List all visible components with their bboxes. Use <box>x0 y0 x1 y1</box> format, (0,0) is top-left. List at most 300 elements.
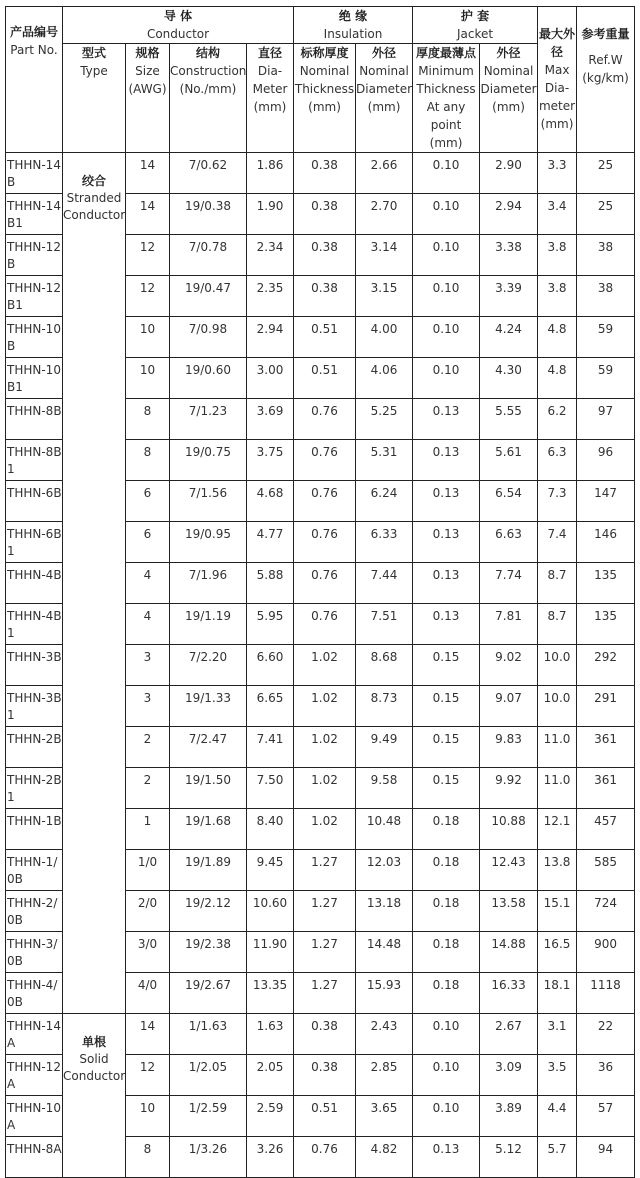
insulation-diameter-cell: 14.48 <box>356 932 413 973</box>
part-number: THHN-8A <box>7 1142 62 1156</box>
size-cell: 6 <box>126 481 170 522</box>
jacket-thickness-cell: 0.13 <box>413 563 480 604</box>
size-cell: 3 <box>126 686 170 727</box>
part-number: THHN-12A <box>7 1060 61 1091</box>
jacket-thickness-cell: 0.10 <box>413 1096 480 1137</box>
diameter-cell: 5.88 <box>247 563 294 604</box>
jacket-diameter-cell: 3.38 <box>480 235 538 276</box>
header-ref-weight-en: Ref.W (kg/km) <box>582 53 629 85</box>
insulation-diameter-cell: 5.31 <box>356 440 413 481</box>
diameter-cell: 2.35 <box>247 276 294 317</box>
header-jacket-min-thickness-cn: 厚度最薄点 <box>416 46 477 60</box>
insulation-diameter-cell: 7.44 <box>356 563 413 604</box>
header-ref-weight-cn: 参考重量 <box>581 27 630 41</box>
jacket-diameter-cell: 2.94 <box>480 194 538 235</box>
insulation-diameter-cell: 2.43 <box>356 1014 413 1055</box>
jacket-thickness-cell: 0.10 <box>413 153 480 194</box>
size-cell: 2 <box>126 727 170 768</box>
part-number: THHN-4B <box>7 568 62 582</box>
header-ref-weight <box>577 7 635 153</box>
max-diameter-cell: 13.8 <box>538 850 577 891</box>
header-jacket-diameter <box>480 44 538 153</box>
header-conductor-en: Conductor <box>146 27 210 41</box>
ref-weight-cell: 59 <box>577 317 635 358</box>
diameter-cell: 1.86 <box>247 153 294 194</box>
jacket-diameter-cell: 9.02 <box>480 645 538 686</box>
insulation-thickness-cell: 1.27 <box>294 850 356 891</box>
diameter-cell: 6.65 <box>247 686 294 727</box>
size-cell: 1/0 <box>126 850 170 891</box>
conductor-type-en: Stranded Conductor <box>63 191 126 222</box>
jacket-thickness-cell: 0.18 <box>413 809 480 850</box>
header-type-en: Type <box>80 64 108 78</box>
jacket-diameter-cell: 16.33 <box>480 973 538 1014</box>
diameter-cell: 9.45 <box>247 850 294 891</box>
max-diameter-cell: 12.1 <box>538 809 577 850</box>
size-cell: 10 <box>126 1096 170 1137</box>
ref-weight-cell: 724 <box>577 891 635 932</box>
part-number-cell <box>6 891 63 932</box>
ref-weight-cell: 96 <box>577 440 635 481</box>
max-diameter-cell: 8.7 <box>538 604 577 645</box>
diameter-cell: 3.69 <box>247 399 294 440</box>
part-number-cell <box>6 1055 63 1096</box>
part-number-cell <box>6 850 63 891</box>
construction-cell: 19/0.75 <box>170 440 247 481</box>
max-diameter-cell: 7.3 <box>538 481 577 522</box>
header-diameter <box>247 44 294 153</box>
insulation-diameter-cell: 3.65 <box>356 1096 413 1137</box>
part-number-cell <box>6 1096 63 1137</box>
jacket-thickness-cell: 0.10 <box>413 235 480 276</box>
header-type-cn: 型式 <box>81 46 106 60</box>
part-number-cell <box>6 440 63 481</box>
part-number-cell <box>6 686 63 727</box>
max-diameter-cell: 5.7 <box>538 1137 577 1178</box>
ref-weight-cell: 25 <box>577 153 635 194</box>
insulation-diameter-cell: 2.66 <box>356 153 413 194</box>
construction-cell: 1/2.05 <box>170 1055 247 1096</box>
header-diameter-cn: 直径 <box>258 46 283 60</box>
jacket-diameter-cell: 7.74 <box>480 563 538 604</box>
size-cell: 4 <box>126 604 170 645</box>
construction-cell: 7/1.56 <box>170 481 247 522</box>
size-cell: 14 <box>126 1014 170 1055</box>
part-number-cell <box>6 1137 63 1178</box>
header-part-no-en: Part No. <box>10 43 58 57</box>
jacket-thickness-cell: 0.15 <box>413 645 480 686</box>
diameter-cell: 3.26 <box>247 1137 294 1178</box>
conductor-type-cn: 绞合 <box>81 174 106 188</box>
part-number: THHN-3B <box>7 650 62 664</box>
max-diameter-cell: 15.1 <box>538 891 577 932</box>
jacket-diameter-cell: 9.83 <box>480 727 538 768</box>
size-cell: 8 <box>126 1137 170 1178</box>
diameter-cell: 3.00 <box>247 358 294 399</box>
insulation-thickness-cell: 0.76 <box>294 1137 356 1178</box>
insulation-diameter-cell: 6.24 <box>356 481 413 522</box>
jacket-diameter-cell: 5.55 <box>480 399 538 440</box>
max-diameter-cell: 3.8 <box>538 276 577 317</box>
jacket-diameter-cell: 6.63 <box>480 522 538 563</box>
ref-weight-cell: 361 <box>577 768 635 809</box>
max-diameter-cell: 10.0 <box>538 686 577 727</box>
construction-cell: 1/2.59 <box>170 1096 247 1137</box>
part-number-cell <box>6 317 63 358</box>
jacket-diameter-cell: 7.81 <box>480 604 538 645</box>
jacket-diameter-cell: 2.90 <box>480 153 538 194</box>
jacket-thickness-cell: 0.13 <box>413 481 480 522</box>
size-cell: 3 <box>126 645 170 686</box>
max-diameter-cell: 4.8 <box>538 358 577 399</box>
header-jacket-min-thickness-en: Minimum Thickness At any point (mm) <box>416 64 476 150</box>
jacket-thickness-cell: 0.15 <box>413 727 480 768</box>
max-diameter-cell: 16.5 <box>538 932 577 973</box>
table-row <box>6 1014 635 1055</box>
max-diameter-cell: 4.4 <box>538 1096 577 1137</box>
jacket-thickness-cell: 0.15 <box>413 686 480 727</box>
construction-cell: 19/1.89 <box>170 850 247 891</box>
ref-weight-cell: 900 <box>577 932 635 973</box>
size-cell: 12 <box>126 235 170 276</box>
header-construction <box>170 44 247 153</box>
header-jacket-min-thickness <box>413 44 480 153</box>
construction-cell: 7/0.78 <box>170 235 247 276</box>
jacket-thickness-cell: 0.18 <box>413 932 480 973</box>
insulation-thickness-cell: 0.51 <box>294 1096 356 1137</box>
header-jacket-diameter-en: Nominal Diameter (mm) <box>480 64 537 114</box>
max-diameter-cell: 10.0 <box>538 645 577 686</box>
ref-weight-cell: 1118 <box>577 973 635 1014</box>
insulation-diameter-cell: 13.18 <box>356 891 413 932</box>
jacket-thickness-cell: 0.10 <box>413 276 480 317</box>
jacket-thickness-cell: 0.13 <box>413 522 480 563</box>
construction-cell: 7/0.98 <box>170 317 247 358</box>
header-insulation-diameter <box>356 44 413 153</box>
header-insulation-thickness <box>294 44 356 153</box>
construction-cell: 7/2.20 <box>170 645 247 686</box>
part-number: THHN-1/0B <box>7 855 58 886</box>
insulation-diameter-cell: 8.73 <box>356 686 413 727</box>
jacket-diameter-cell: 13.58 <box>480 891 538 932</box>
size-cell: 10 <box>126 317 170 358</box>
construction-cell: 7/2.47 <box>170 727 247 768</box>
jacket-thickness-cell: 0.18 <box>413 973 480 1014</box>
conductor-type-cn: 单根 <box>81 1035 106 1049</box>
header-jacket <box>413 7 538 44</box>
size-cell: 8 <box>126 440 170 481</box>
jacket-diameter-cell: 10.88 <box>480 809 538 850</box>
part-number: THHN-2/0B <box>7 896 58 927</box>
insulation-diameter-cell: 7.51 <box>356 604 413 645</box>
insulation-diameter-cell: 12.03 <box>356 850 413 891</box>
construction-cell: 19/0.95 <box>170 522 247 563</box>
part-number: THHN-10B <box>7 322 61 353</box>
jacket-thickness-cell: 0.10 <box>413 1055 480 1096</box>
part-number: THHN-3B1 <box>7 691 62 722</box>
conductor-type-en: Solid Conductor <box>63 1052 126 1083</box>
construction-cell: 19/2.38 <box>170 932 247 973</box>
jacket-thickness-cell: 0.10 <box>413 1014 480 1055</box>
header-construction-en: Construction (No./mm) <box>170 64 247 96</box>
ref-weight-cell: 22 <box>577 1014 635 1055</box>
ref-weight-cell: 94 <box>577 1137 635 1178</box>
insulation-diameter-cell: 9.58 <box>356 768 413 809</box>
spec-table-container <box>5 6 634 1178</box>
max-diameter-cell: 3.5 <box>538 1055 577 1096</box>
jacket-diameter-cell: 6.54 <box>480 481 538 522</box>
insulation-diameter-cell: 6.33 <box>356 522 413 563</box>
part-number: THHN-4/0B <box>7 978 58 1009</box>
part-number: THHN-12B1 <box>7 281 61 312</box>
part-number: THHN-4B1 <box>7 609 62 640</box>
conductor-type-solid <box>63 1014 126 1178</box>
diameter-cell: 7.50 <box>247 768 294 809</box>
jacket-diameter-cell: 14.88 <box>480 932 538 973</box>
header-jacket-diameter-cn: 外径 <box>496 46 521 60</box>
construction-cell: 1/3.26 <box>170 1137 247 1178</box>
construction-cell: 19/1.33 <box>170 686 247 727</box>
part-number: THHN-8B1 <box>7 445 62 476</box>
conductor-type-stranded <box>63 153 126 1014</box>
jacket-thickness-cell: 0.10 <box>413 358 480 399</box>
part-number: THHN-12B <box>7 240 61 271</box>
insulation-thickness-cell: 0.76 <box>294 522 356 563</box>
table-body <box>6 153 635 1178</box>
header-size-cn: 规格 <box>135 46 160 60</box>
diameter-cell: 2.94 <box>247 317 294 358</box>
header-part-no-cn: 产品编号 <box>9 25 58 39</box>
part-number-cell <box>6 932 63 973</box>
size-cell: 8 <box>126 399 170 440</box>
jacket-thickness-cell: 0.13 <box>413 440 480 481</box>
insulation-diameter-cell: 15.93 <box>356 973 413 1014</box>
insulation-diameter-cell: 5.25 <box>356 399 413 440</box>
insulation-thickness-cell: 1.27 <box>294 932 356 973</box>
diameter-cell: 2.59 <box>247 1096 294 1137</box>
ref-weight-cell: 292 <box>577 645 635 686</box>
size-cell: 10 <box>126 358 170 399</box>
table-header <box>6 7 635 153</box>
max-diameter-cell: 7.4 <box>538 522 577 563</box>
jacket-diameter-cell: 12.43 <box>480 850 538 891</box>
construction-cell: 19/0.47 <box>170 276 247 317</box>
part-number: THHN-14B1 <box>7 199 61 230</box>
header-insulation-en: Insulation <box>323 27 383 41</box>
header-jacket-en: Jacket <box>456 27 494 41</box>
max-diameter-cell: 6.2 <box>538 399 577 440</box>
ref-weight-cell: 361 <box>577 727 635 768</box>
thhn-spec-table <box>5 6 635 1178</box>
diameter-cell: 4.68 <box>247 481 294 522</box>
max-diameter-cell: 3.3 <box>538 153 577 194</box>
ref-weight-cell: 146 <box>577 522 635 563</box>
size-cell: 1 <box>126 809 170 850</box>
max-diameter-cell: 6.3 <box>538 440 577 481</box>
jacket-thickness-cell: 0.10 <box>413 317 480 358</box>
header-conductor-cn: 导 体 <box>163 9 193 23</box>
diameter-cell: 8.40 <box>247 809 294 850</box>
ref-weight-cell: 291 <box>577 686 635 727</box>
part-number: THHN-8B <box>7 404 62 418</box>
construction-cell: 19/0.60 <box>170 358 247 399</box>
part-number-cell <box>6 768 63 809</box>
part-number: THHN-10A <box>7 1101 61 1132</box>
construction-cell: 19/1.19 <box>170 604 247 645</box>
max-diameter-cell: 11.0 <box>538 768 577 809</box>
construction-cell: 7/0.62 <box>170 153 247 194</box>
header-insulation-thickness-cn: 标称厚度 <box>300 46 349 60</box>
insulation-diameter-cell: 4.00 <box>356 317 413 358</box>
ref-weight-cell: 97 <box>577 399 635 440</box>
diameter-cell: 6.60 <box>247 645 294 686</box>
insulation-thickness-cell: 1.02 <box>294 686 356 727</box>
diameter-cell: 1.63 <box>247 1014 294 1055</box>
part-number-cell <box>6 399 63 440</box>
ref-weight-cell: 585 <box>577 850 635 891</box>
header-construction-cn: 结构 <box>195 46 220 60</box>
diameter-cell: 3.75 <box>247 440 294 481</box>
insulation-thickness-cell: 0.38 <box>294 194 356 235</box>
header-size-en: Size (AWG) <box>128 64 167 96</box>
max-diameter-cell: 18.1 <box>538 973 577 1014</box>
header-insulation <box>294 7 413 44</box>
size-cell: 4 <box>126 563 170 604</box>
insulation-diameter-cell: 3.15 <box>356 276 413 317</box>
diameter-cell: 11.90 <box>247 932 294 973</box>
header-row-1 <box>6 7 635 44</box>
jacket-thickness-cell: 0.15 <box>413 768 480 809</box>
part-number: THHN-10B1 <box>7 363 61 394</box>
header-insulation-thickness-en: Nominal Thickness (mm) <box>294 64 355 114</box>
ref-weight-cell: 57 <box>577 1096 635 1137</box>
header-diameter-en: Dia-Meter (mm) <box>252 64 288 114</box>
jacket-thickness-cell: 0.18 <box>413 850 480 891</box>
part-number-cell <box>6 645 63 686</box>
diameter-cell: 2.05 <box>247 1055 294 1096</box>
ref-weight-cell: 135 <box>577 563 635 604</box>
diameter-cell: 5.95 <box>247 604 294 645</box>
insulation-diameter-cell: 2.85 <box>356 1055 413 1096</box>
part-number-cell <box>6 235 63 276</box>
jacket-diameter-cell: 3.89 <box>480 1096 538 1137</box>
part-number-cell <box>6 194 63 235</box>
ref-weight-cell: 25 <box>577 194 635 235</box>
part-number: THHN-3/0B <box>7 937 58 968</box>
header-insulation-diameter-cn: 外径 <box>372 46 397 60</box>
max-diameter-cell: 11.0 <box>538 727 577 768</box>
part-number-cell <box>6 522 63 563</box>
ref-weight-cell: 59 <box>577 358 635 399</box>
insulation-thickness-cell: 0.76 <box>294 563 356 604</box>
jacket-diameter-cell: 2.67 <box>480 1014 538 1055</box>
header-insulation-cn: 绝 缘 <box>338 9 368 23</box>
max-diameter-cell: 3.4 <box>538 194 577 235</box>
size-cell: 12 <box>126 276 170 317</box>
insulation-thickness-cell: 1.02 <box>294 809 356 850</box>
jacket-thickness-cell: 0.13 <box>413 604 480 645</box>
insulation-thickness-cell: 1.27 <box>294 891 356 932</box>
part-number-cell <box>6 973 63 1014</box>
part-number: THHN-14B <box>7 158 61 189</box>
insulation-diameter-cell: 8.68 <box>356 645 413 686</box>
jacket-diameter-cell: 4.30 <box>480 358 538 399</box>
insulation-thickness-cell: 1.02 <box>294 727 356 768</box>
size-cell: 14 <box>126 194 170 235</box>
insulation-thickness-cell: 0.76 <box>294 440 356 481</box>
max-diameter-cell: 4.8 <box>538 317 577 358</box>
table-row <box>6 153 635 194</box>
header-insulation-diameter-en: Nominal Diameter (mm) <box>356 64 413 114</box>
jacket-diameter-cell: 5.12 <box>480 1137 538 1178</box>
insulation-thickness-cell: 0.76 <box>294 399 356 440</box>
max-diameter-cell: 3.8 <box>538 235 577 276</box>
size-cell: 4/0 <box>126 973 170 1014</box>
ref-weight-cell: 457 <box>577 809 635 850</box>
size-cell: 14 <box>126 153 170 194</box>
construction-cell: 19/0.38 <box>170 194 247 235</box>
construction-cell: 7/1.23 <box>170 399 247 440</box>
header-max-diameter <box>538 7 577 153</box>
header-conductor <box>63 7 294 44</box>
insulation-thickness-cell: 0.38 <box>294 153 356 194</box>
size-cell: 6 <box>126 522 170 563</box>
header-jacket-cn: 护 套 <box>460 9 490 23</box>
part-number-cell <box>6 809 63 850</box>
jacket-diameter-cell: 5.61 <box>480 440 538 481</box>
insulation-thickness-cell: 1.02 <box>294 645 356 686</box>
jacket-diameter-cell: 9.07 <box>480 686 538 727</box>
jacket-diameter-cell: 3.39 <box>480 276 538 317</box>
jacket-thickness-cell: 0.13 <box>413 399 480 440</box>
header-type <box>63 44 126 153</box>
insulation-diameter-cell: 2.70 <box>356 194 413 235</box>
construction-cell: 19/2.12 <box>170 891 247 932</box>
construction-cell: 19/1.68 <box>170 809 247 850</box>
insulation-thickness-cell: 0.76 <box>294 481 356 522</box>
ref-weight-cell: 36 <box>577 1055 635 1096</box>
jacket-diameter-cell: 9.92 <box>480 768 538 809</box>
insulation-thickness-cell: 0.38 <box>294 235 356 276</box>
part-number-cell <box>6 563 63 604</box>
ref-weight-cell: 147 <box>577 481 635 522</box>
header-max-diameter-cn: 最大外径 <box>539 27 576 59</box>
part-number: THHN-14A <box>7 1019 61 1050</box>
part-number-cell <box>6 358 63 399</box>
part-number-cell <box>6 727 63 768</box>
insulation-thickness-cell: 0.38 <box>294 276 356 317</box>
part-number-cell <box>6 481 63 522</box>
part-number: THHN-2B1 <box>7 773 62 804</box>
header-size <box>126 44 170 153</box>
construction-cell: 1/1.63 <box>170 1014 247 1055</box>
ref-weight-cell: 38 <box>577 276 635 317</box>
diameter-cell: 2.34 <box>247 235 294 276</box>
construction-cell: 7/1.96 <box>170 563 247 604</box>
jacket-diameter-cell: 4.24 <box>480 317 538 358</box>
diameter-cell: 1.90 <box>247 194 294 235</box>
part-number-cell <box>6 604 63 645</box>
insulation-thickness-cell: 0.51 <box>294 317 356 358</box>
part-number: THHN-6B <box>7 486 62 500</box>
part-number-cell <box>6 276 63 317</box>
part-number-cell <box>6 1014 63 1055</box>
jacket-thickness-cell: 0.10 <box>413 194 480 235</box>
insulation-diameter-cell: 10.48 <box>356 809 413 850</box>
part-number: THHN-6B1 <box>7 527 62 558</box>
insulation-diameter-cell: 9.49 <box>356 727 413 768</box>
construction-cell: 19/2.67 <box>170 973 247 1014</box>
